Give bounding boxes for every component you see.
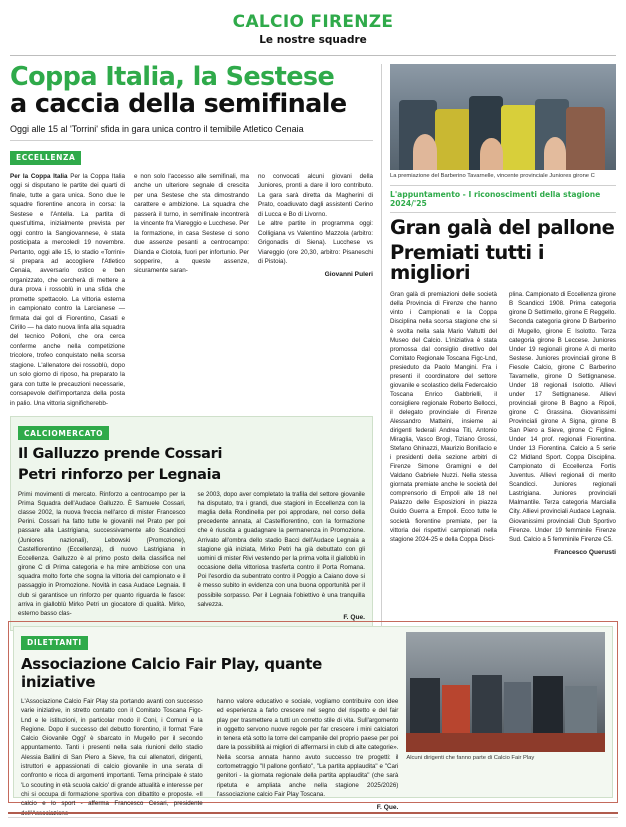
- calciomercato-box: [10, 416, 373, 631]
- section-tag-dilettanti: DILETTANTI: [21, 636, 88, 650]
- dilettanti-box: [8, 621, 618, 817]
- masthead-subtitle: Le nostre squadre: [259, 34, 367, 46]
- footer-rule-primary: [8, 812, 618, 814]
- lead-body-columns: [10, 172, 373, 408]
- gala-byline: Francesco Querusti: [554, 548, 616, 556]
- mercato-col2-text: se 2003, dopo aver completato la trafila del settore giovanile ha disputato, tra i grandi, due stagioni in Eccellenza con la maglia della Rondinella per poi approdare, nel corso della precedente annata, al Castelfiorentino, con la formazione che è riuscita a guadagnare la permanenza in Promozione. Arrivato all'ombra dello stadio Bacci dell'Audace Legnaia a stagione già iniziata, Mirko Petri ha già debuttato con gli uomini di mister Rivi vestendo per la prima volta il gialloblù in occasione della vittoriosa trasferta contro il Porta Romana. Poi l'esordio da subentrato contro il Poggio a Caiano dove si è messo subito in evidenza con una buona opportunità per il possibile sorpasso. Per il Legnaia l'obiettivo è una tranquilla salvezza.: [197, 490, 365, 608]
- lead-headline-line1: Coppa Italia, la Sestese: [10, 62, 335, 92]
- fairplay-body-columns: [21, 697, 398, 818]
- lead-col-3: [256, 172, 373, 408]
- mercato-byline: F. Que.: [343, 613, 365, 621]
- fairplay-col2-text: hanno valore educativo e sociale, vogliamo contribuire con idee ed esperienza a farlo crescere nel segno del rispetto e del fair play per trasmettere a tutti un corretto stile di vita. Sull'argomento in oggetto servono nuove regole per far crescere i mini calciatori in tenera età sotto la torre del campanile del proprio paese per poi dare la possibilità ai migliori di affermarsi in club di alte categorie». Nella scorsa annata hanno avuto successo tre progetti: il cortometraggio "Il pallone gonfiato", "La partita applaudita" e "Cari genitori - la giornata regionale della partita applaudita" (che sarà ripetuta e ampliata anche nella stagione 2025/2026) l'associazione calcio Fair Play Toscana.: [216, 698, 399, 798]
- gala-eyebrow: L'appuntamento - I riconoscimenti della stagione 2024/'25: [390, 190, 616, 213]
- fairplay-headline: Associazione Calcio Fair Play, quante iniziative: [21, 655, 323, 691]
- lead-col2-text: e non solo l'accesso alle semifinali, ma anche un ulteriore segnale di crescita per una Sestese che sta dimostrando carattere e ambizione. La squadra che passerà il turno, in semifinale incontrerà la vincente fra Viareggio e Lucchese. Per la formazione, in casa Sestese ci sono due assenze pesanti a centrocampo: Dianda e Ciotola, fuori per infortunio. Per sopperire, a queste assenze, sicuramente saran-: [134, 173, 249, 275]
- gala-column: [382, 64, 616, 631]
- fairplay-byline: F. Que.: [376, 804, 399, 812]
- lead-byline: Giovanni Puleri: [324, 271, 373, 279]
- lead-col1-lead-in: Per la Coppa Italia: [10, 173, 68, 180]
- lead-col-2: [132, 172, 256, 408]
- gala-col1-text: Gran galà di premiazioni delle società della Provincia di Firenze che hanno vinto i Campionati e la Coppa Disciplina nella scorsa stagione che si è svolta nella sala Mario Valtutti del Museo del Calcio. L'iniziativa è stata promossa dal consiglio direttivo del Comitato Regionale Toscana Figc-Lnd, presieduto da Paolo Mangini. Fra i presenti il coordinatore del settore giovanile e scolastico della Federcalcio Toscana Enrico Gabbrielli, il consigliere regionale Roberto Bellocci, il delegato provinciale di Firenze Alessandro Matteini, insieme ai dirigenti federali Andrea Titi, Antonio Miraglia, Vasco Brogi, Tiziano Grossi, Stefano Ghinazzi, Maurizio Bonifacio e i presidenti della sezione arbitri di Firenze Simone Gramigni e del Valdano Gabriele Nuzzi. Nella stessa giornata premiate anche le società del comprensorio di Empoli alle 18 nel Palazzo delle Esposizioni in piazza Guido Guerra a Empoli.: [390, 291, 497, 516]
- mercato-col-1: [18, 490, 192, 623]
- mercato-col1-text: Primi movimenti di mercato. Rinforzo a centrocampo per la Prima Squadra dell'Audace Galluzzo. È Samuele Cossari, classe 2002, la nuova freccia nell'arco di mister Francesco Perini. Cossari ha fatto tutte le giovanili nel Prato per poi passare alla Lastrigiana, successivamente allo Scandicci (Juniores nazionali), Lebowski (Promozione), Castelfiorentino (Eccellenza), di nuovo Lastrigiana in Eccellenza. Galluzzo è al primo posto della classifica nel girone C di Prima categoria e ha mire ambiziose con una squadra molto forte che sogna la vittoria del campionato e il passaggio in Promozione. Novità in casa Audace Legnaia. Il club si garantisce un rinforzo per quanto riguarda le fasce: arriva in gialloblù Mirko Petri un giocatore di qualità. Mirko, esterno basso clas-: [18, 490, 186, 617]
- mercato-headline-line2: Petri rinforzo per Legnaia: [18, 467, 221, 484]
- gala-body-columns: [390, 290, 616, 557]
- lead-headline-line2: a caccia della semifinale: [10, 89, 347, 119]
- lead-col3-text: no convocati alcuni giovani della Juniores, pronti a dare il loro contributo. La gara sarà diretta da Magherini di Prato, coadiuvato dagli assistenti Cerino di Lucca e Bo di Livorno.: [258, 173, 373, 218]
- gala-col2-text-b: Coppa Disciplina. Campionato di Eccellenza Fortis Juventus. Allievi regionali di merito Scandicci. Juniores regionali Lastrigiana. Juniores provinciali Malmantile. Terza categoria Marcialla City. Allievi provinciali Audace Legnaia. Giovanissimi provinciali Club Sportivo Firenze. Under 19 femminile Firenze Sud. Calcio a 5 femminile Firenze C5.: [509, 454, 616, 543]
- gala-caption-divider: [390, 185, 616, 186]
- gala-col2-text: plina. Campionato di Eccellenza girone B Scandicci 1908. Prima categoria girone D Settimello, girone E Reggello. Seconda categoria girone D Barberino di Mugello, girone E Isolotto. Terza categoria girone B Leccese. Juniores Under 19 regionali girone A di merito Sestese. Juniores provinciali girone B Fiesole Calcio, girone C Barberino Tavarnelle, girone D Settignanese. Under 18 regionali Isolotto. Allievi under 17 Settignanese. Allievi provinciali girone B Bagno a Ripoli, girone C Grassina. Giovanissimi Provinciali girone A Signa, girone B San Piero a Sieve, girone C Figline. Under 14 prof. regionali Fiorentina. Under 13 Fiorentina. Calcio a 5 serie C2 Midland Sport.: [509, 291, 616, 462]
- fairplay-col1-text: L'Associazione Calcio Fair Play sta portando avanti con successo varie iniziative, in stretto contatto con il Comitato Toscana Figc-Lnd e le istituzioni, in particolar modo il Coni, i Comuni e la Regione. Dopo il successo del debutto fiorentino, il format 'Fare Calcio Giovanile Oggi' è sbarcato in Mugello per il secondo appuntamento. Tanti i presenti nella sala riunioni dello stadio Alessia Ballini di San Piero a Sieve, fra cui allenatori, dirigenti, istruttori e appassionati di calcio giovanile in una serata di confronto e ricca di argomenti importanti. Tema principale è stato 'Lo scouting in età scuola calcio' di grande attualità e interesse per chi si occupa di formazione sportiva con dibattito e proposte. «Il calcio e lo sport - afferma Francesco Cesari, presidente dell'Associazione -: [21, 698, 203, 817]
- dilettanti-text: [21, 632, 406, 817]
- lead-col3-text-b: Le altre partite in programma oggi: Colligiana vs Valentino Mazzola (arbitro: Grigonadis di Siena). Lucchese vs Viareggio (ore 20,30, arbitro: Pisaneschi di Pistoia).: [258, 220, 373, 265]
- fairplay-photo-caption: Alcuni dirigenti che fanno parte di Calcio Fair Play: [406, 755, 535, 761]
- fairplay-col-1: [21, 697, 210, 818]
- masthead-title: CALCIO FIRENZE: [232, 12, 394, 32]
- mercato-body-columns: [18, 490, 365, 623]
- section-tag-eccellenza: ECCELLENZA: [10, 151, 81, 165]
- mercato-col-2: [192, 490, 366, 623]
- gala-col-1: [390, 290, 503, 557]
- lead-column: [10, 64, 382, 631]
- fairplay-col-2: [210, 697, 399, 818]
- lead-standfirst: Oggi alle 15 al 'Torrini' sfida in gara unica contro il temibile Atletico Cenaia: [10, 124, 373, 141]
- gala-photo: [390, 64, 616, 170]
- footer-rule-secondary: [8, 817, 618, 818]
- gala-headline-line2: Premiati tutti i migliori: [390, 240, 545, 285]
- dilettanti-inner: [13, 626, 613, 817]
- lead-col1-text: Per la Coppa Italia oggi si disputano le partite dei quarti di finale, tutte a gara unica. Sono due le squadre fiorentine ancora in corsa: la Sestese e l'Antella. La partita di quest'ultima, inizialmente prevista per oggi contro la Sangiovannese, è stata posticipata a mercoledì 19 novembre. Pertanto, oggi alle 15, lo stadio «Torrini» si prepara ad accogliere l'Atletico Cenaia, avversario ostico e ben organizzato, che cercherà di mettere a dura prova i rossoblù in una sfida che promette spettacolo. La vittoria esterna in campionato contro la Larcianese — firmata dai gol di Fiorentino, Casati e Cirillo — ha dato nuova linfa alla squadra del tecnico Polloni, che ora cerca conferme anche nella competizione tricolore, trofeo conquistato nella scorsa stagione. L'allenatore dei rossoblù, dopo un solo giorno di riposo, ha preparato la gara con tutte le precauzioni necessarie, consapevole dell'importanza della posta in palio. Una vittoria significherebb-: [10, 173, 126, 407]
- mercato-headline-line1: Il Galluzzo prende Cossari: [18, 445, 223, 462]
- lead-col-1: [10, 172, 132, 408]
- fairplay-photo: [406, 632, 605, 752]
- masthead: [0, 0, 626, 46]
- fairplay-photo-block: [406, 632, 605, 792]
- top-section: [0, 56, 626, 631]
- gala-col1-text-b: Ecco tutte le società fiorentine premiate, per la vittoria dei rispettivi campionati nella stagione 2024-25 e della Coppa Disci-: [390, 508, 497, 543]
- gala-headline-line1: Gran galà del pallone: [390, 215, 615, 239]
- gala-col-2: [503, 290, 616, 557]
- section-tag-calciomercato: CALCIOMERCATO: [18, 426, 109, 440]
- gala-photo-caption: La premiazione del Barberino Tavarnelle, vincente provinciale Juniores girone C: [390, 173, 595, 179]
